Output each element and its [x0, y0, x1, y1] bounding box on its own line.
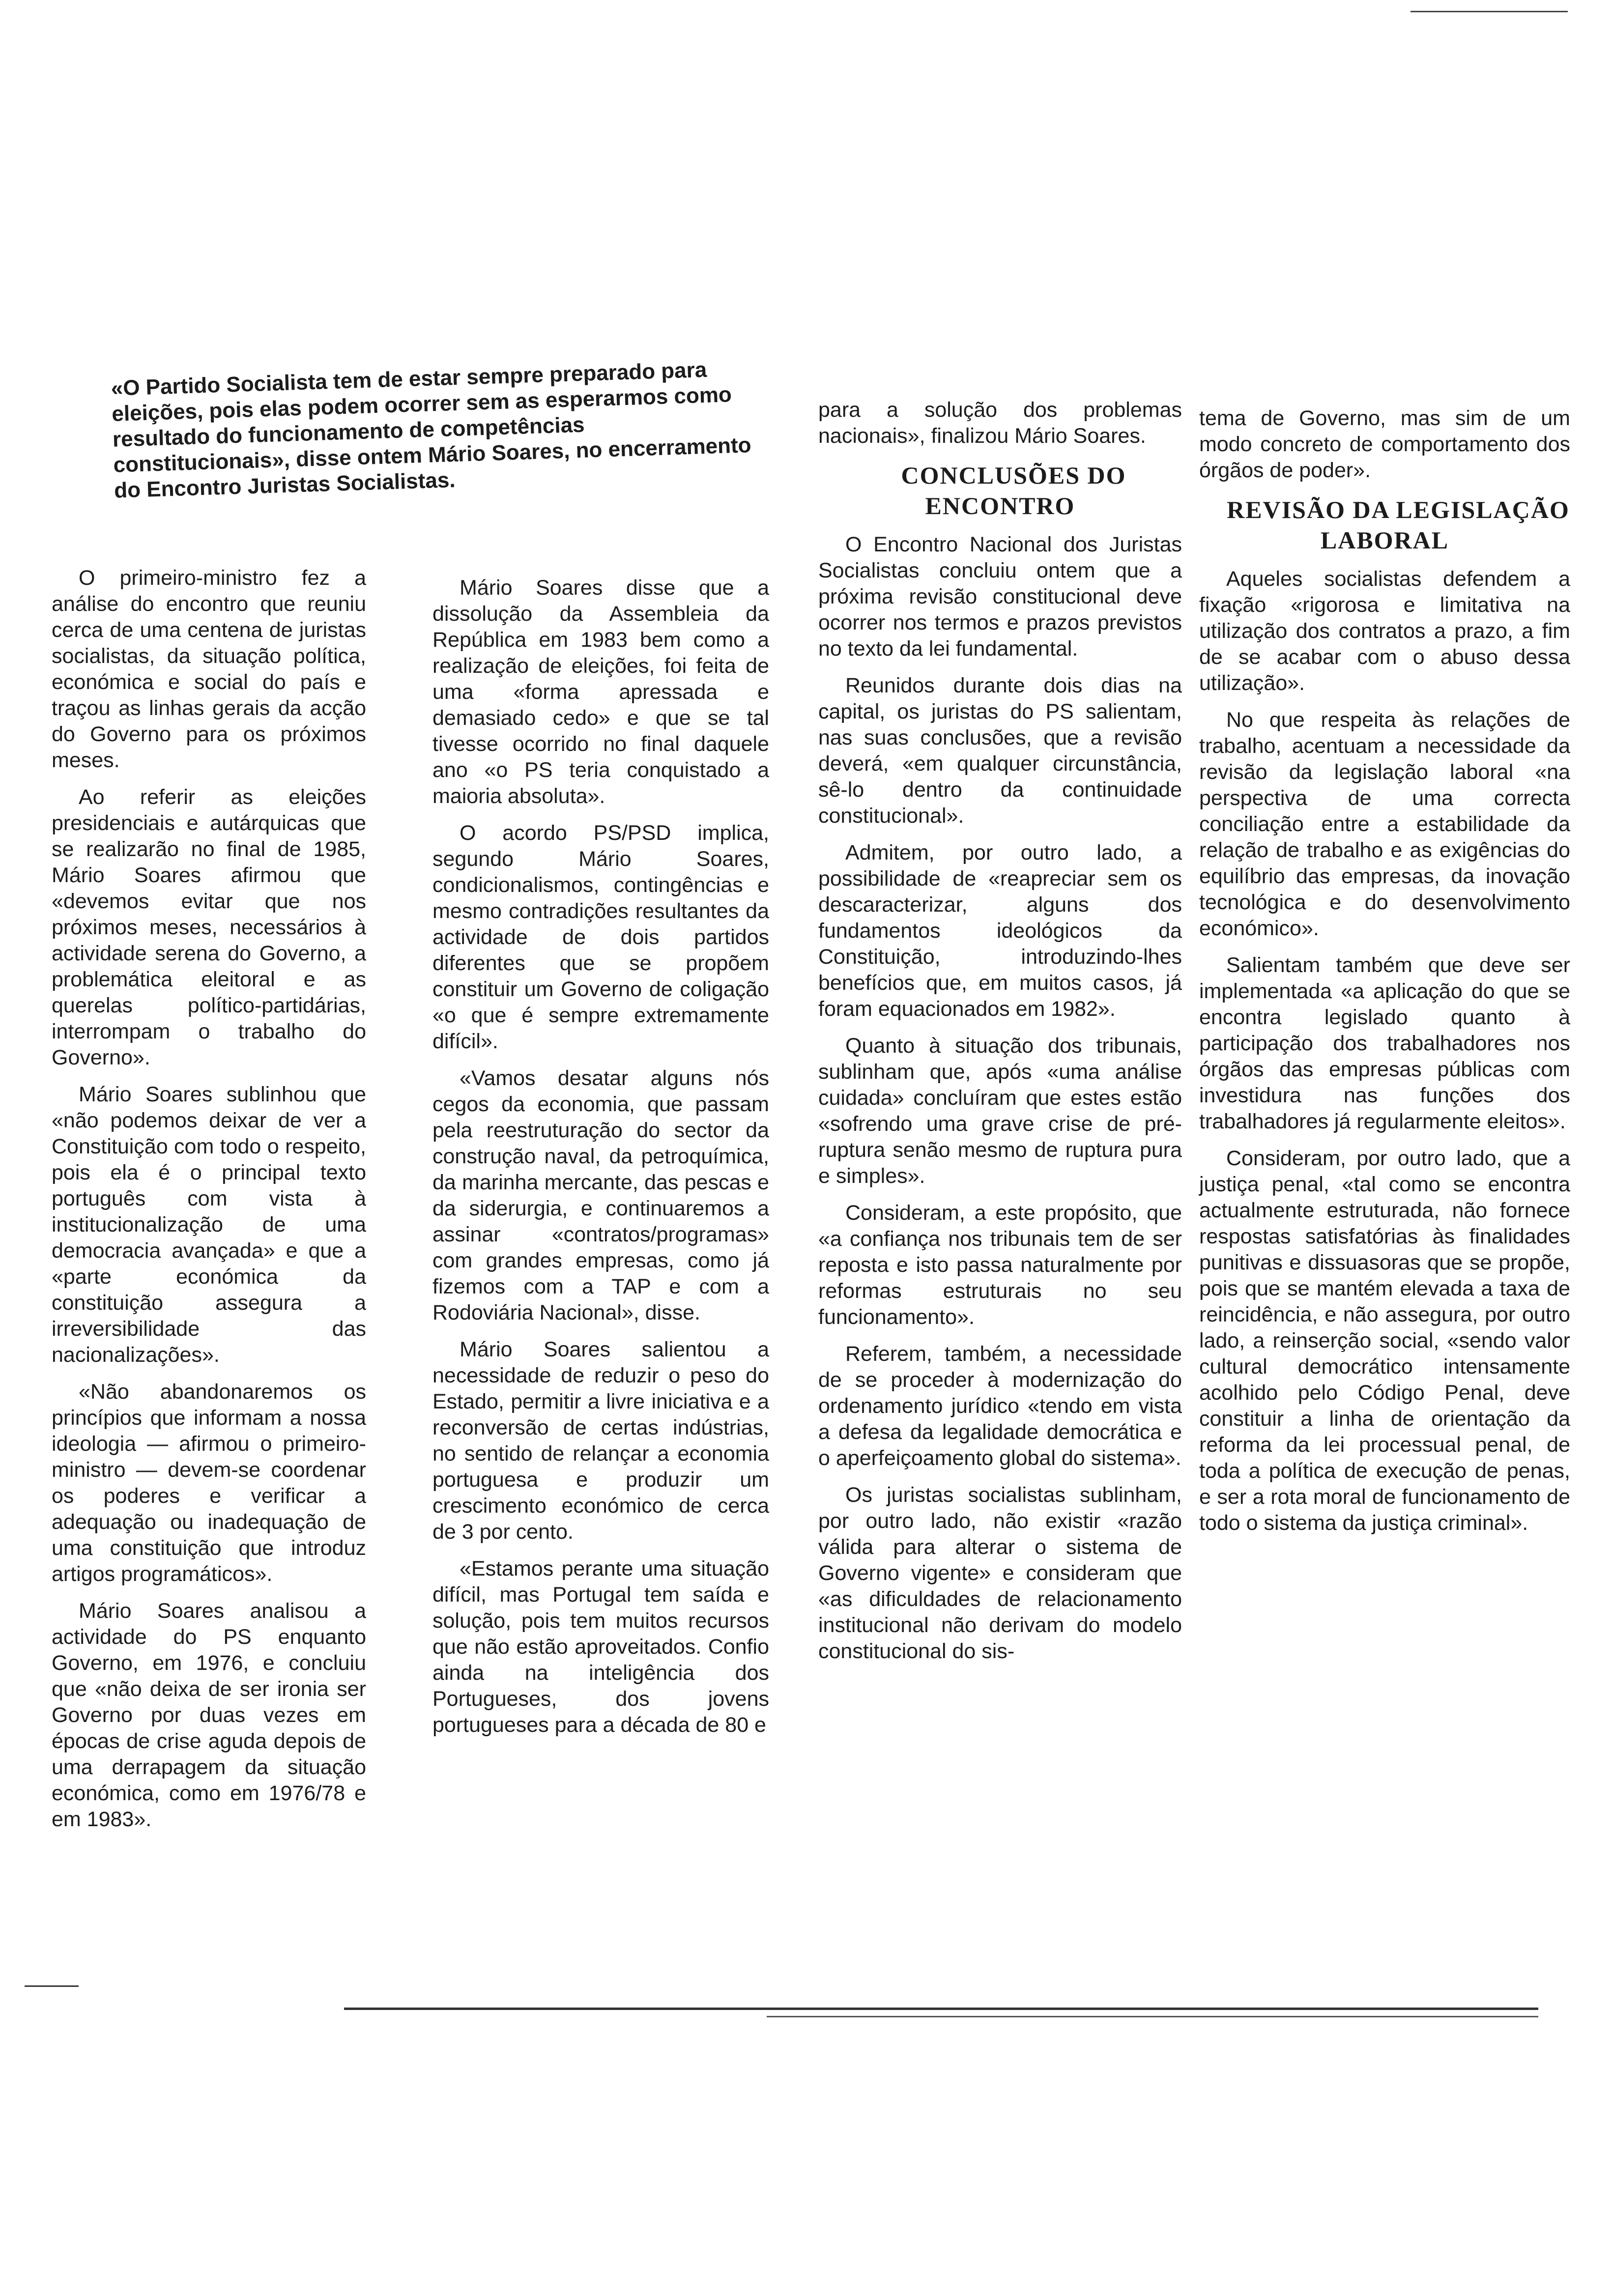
column-1	[52, 565, 366, 1843]
paragraph: Mário Soares salientou a necessidade de reduzir o peso do Estado, permitir a livre iniciativa e a reconversão de certas indústrias, no sentido de relançar a economia portuguesa e produzir um crescimento económico de cerca de 3 por cento.	[432, 1338, 769, 1544]
section-heading-conclusions: CONCLUSÕES DO ENCONTRO	[901, 461, 1126, 519]
paragraph: Mário Soares disse que a dissolução da Assembleia da República em 1983 bem como a realização de eleições, foi feita de uma «forma apressada e demasiado cedo» e que se tal tivesse ocorrido no final daquele ano «o PS teria conquistado a maioria absoluta».	[432, 576, 769, 808]
paragraph: Referem, também, a necessidade de se proceder à modernização do ordenamento jurídico «tendo em vista a defesa da legalidade democrática e o aperfeiçoamento global do sistema».	[818, 1342, 1182, 1470]
paragraph: «Não abandonaremos os princípios que informam a nossa ideologia — afirmou o primeiro-ministro — devem-se coordenar os poderes e verificar a adequação ou inadequação de uma constituição que introduz artigos programáticos».	[52, 1380, 366, 1586]
column-3	[818, 397, 1182, 1675]
column-2	[432, 575, 769, 1749]
paragraph: Reunidos durante dois dias na capital, os juristas do PS salientam, nas suas conclusões, que a revisão deverá, «em qualquer circunstância, sê-lo dentro da continuidade constitucional».	[818, 674, 1182, 828]
bottom-rule-secondary	[767, 2016, 1538, 2017]
paragraph: Mário Soares sublinhou que «não podemos deixar de ver a Constituição com todo o respeito, pois ela é o principal texto português com vista à institucionalização de uma democracia avançada» e que a «parte económica da constituição assegura a irreversibilidade das nacionalizações».	[52, 1083, 366, 1367]
paragraph: Salientam também que deve ser implementada «a aplicação do que se encontra legislado quanto à participação dos trabalhadores nos órgãos das empresas públicas com investidura nas funções dos trabalhadores já regularmente eleitos».	[1199, 953, 1570, 1133]
paragraph: tema de Governo, mas sim de um modo concreto de comportamento dos órgãos de poder».	[1199, 406, 1570, 482]
top-rule	[1410, 11, 1568, 12]
paragraph: O acordo PS/PSD implica, segundo Mário Soares, condicionalismos, contingências e mesmo contradições resultantes da actividade de dois partidos diferentes que se propõem constituir um Governo de coligação «o que é sempre extremamente difícil».	[432, 821, 769, 1053]
article-lead: «O Partido Socialista tem de estar sempre preparado para eleições, pois elas podem ocorrer sem as esperarmos como resultado do funcionamento de competências constitucionais», disse ontem Mário Soares, no encerramento do Encontro Juristas Socialistas.	[111, 357, 752, 503]
section-heading-labour-revision: REVISÃO DA LEGISLAÇÃO LABORAL	[1227, 496, 1570, 554]
paragraph: Admitem, por outro lado, a possibilidade de «reapreciar sem os descaracterizar, alguns dos fundamentos ideológicos da Constituição, introduzindo-lhes benefícios que, em muitos casos, já foram equacionados em 1982».	[818, 841, 1182, 1021]
column-4	[1199, 405, 1570, 1547]
paragraph: para a solução dos problemas nacionais», finalizou Mário Soares.	[818, 398, 1182, 448]
paragraph: Consideram, por outro lado, que a justiça penal, «tal como se encontra actualmente estruturada, não fornece respostas satisfatórias às finalidades punitivas e dissuasoras que se propõe, pois que se mantém elevada a taxa de reincidência, e não assegura, por outro lado, a reinserção social, «sendo valor cultural democrático intensamente acolhido pelo Código Penal, deve constituir a linha de orientação da reforma da lei processual penal, de toda a política de execução de penas, e ser a rota moral de funcionamento de todo o sistema da justiça criminal».	[1199, 1147, 1570, 1535]
paragraph: No que respeita às relações de trabalho, acentuam a necessidade da revisão da legislação laboral «na perspectiva de uma correcta conciliação entre a estabilidade da relação de trabalho e as exigências do equilíbrio das empresas, da inovação tecnológica e do desenvolvimento económico».	[1199, 708, 1570, 940]
paragraph: O primeiro-ministro fez a análise do encontro que reuniu cerca de uma centena de juristas socialistas, da situação política, económica e social do país e traçou as linhas gerais da acção do Governo para os próximos meses.	[52, 566, 366, 772]
paragraph: O Encontro Nacional dos Juristas Socialistas concluiu ontem que a próxima revisão constitucional deve ocorrer nos termos e prazos previstos no texto da lei fundamental.	[818, 533, 1182, 660]
paragraph: Ao referir as eleições presidenciais e autárquicas que se realizarão no final de 1985, Mário Soares afirmou que «devemos evitar que nos próximos meses, necessários à actividade serena do Governo, a problemática eleitoral e as querelas político-partidárias, interrompam o trabalho do Governo».	[52, 785, 366, 1069]
paragraph: «Vamos desatar alguns nós cegos da economia, que passam pela reestruturação do sector da construção naval, da petroquímica, da marinha mercante, das pescas e da siderurgia, e continuaremos a assinar «contratos/programas» com grandes empresas, como já fizemos com a TAP e com a Rodoviária Nacional», disse.	[432, 1066, 769, 1324]
paragraph: «Estamos perante uma situação difícil, mas Portugal tem saída e solução, pois tem muitos recursos que não estão aproveitados. Confio ainda na inteligência dos Portugueses, dos jovens portugueses para a década de 80 e	[432, 1557, 769, 1737]
paragraph: Mário Soares analisou a actividade do PS enquanto Governo, em 1976, e concluiu que «não deixa de ser ironia ser Governo por duas vezes em épocas de crise aguda depois de uma derrapagem da situação económica, como em 1976/78 e em 1983».	[52, 1599, 366, 1831]
bottom-rule-left	[25, 1985, 79, 1987]
bottom-rule	[344, 2008, 1538, 2010]
paragraph: Aqueles socialistas defendem a fixação «rigorosa e limitativa na utilização dos contratos a prazo, a fim de se acabar com o abuso dessa utilização».	[1199, 567, 1570, 695]
paragraph: Consideram, a este propósito, que «a confiança nos tribunais tem de ser reposta e isto passa naturalmente por reformas estruturais no seu funcionamento».	[818, 1201, 1182, 1329]
paragraph: Os juristas socialistas sublinham, por outro lado, não existir «razão válida para alterar o sistema de Governo vigente» e consideram que «as dificuldades de relacionamento institucional não derivam do modelo constitucional do sis-	[818, 1483, 1182, 1663]
paragraph: Quanto à situação dos tribunais, sublinham que, após «uma análise cuidada» concluíram que estes estão «sofrendo uma grave crise de pré-ruptura senão mesmo de ruptura pura e simples».	[818, 1034, 1182, 1188]
